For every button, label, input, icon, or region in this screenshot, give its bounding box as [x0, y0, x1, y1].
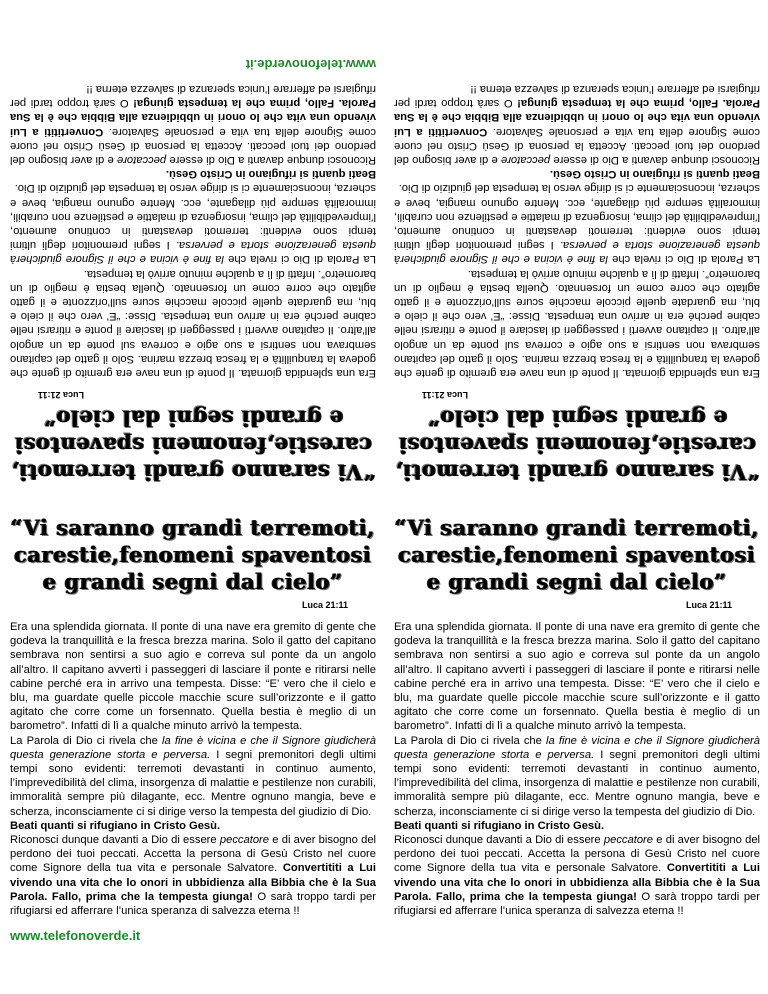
- verse-reference: Luca 21:11: [301, 600, 348, 610]
- blessed-line: Beati quanti si rifugiano in Cristo Gesù.: [394, 819, 605, 832]
- body-text: [10, 620, 376, 918]
- body-text: [394, 82, 760, 380]
- headline: [394, 405, 760, 486]
- verse-reference: Luca 21:11: [422, 390, 469, 400]
- headline: [10, 405, 376, 486]
- headline-line-3: e grandi segni dal cielo”: [427, 406, 727, 431]
- appeal-bold: Convertititi a Lui vivendo una vita che lo onori in ubbidienza alla Bibbia che è la Sua Parola. Fallo, prima che la tempesta giunga!: [10, 862, 376, 903]
- word-paragraph: La Parola di Dio ci rivela che la fine è vicina e che il Signore giudicherà questa generazione storta e perversa. I segni premonitori degli ultimi tempi sono evidenti: terremoti devastanti in continuo aumento, l’imprevedibilità del clima, insorgenza di malattie e pestilenze non curabili, immoralità sempre più dilagante, ecc. Mentre ognuno mangia, beve e scherza, inconsciamente ci si dirige verso la tempesta del giudizio di Dio.: [394, 182, 760, 266]
- card-bottom-right: [390, 504, 764, 994]
- appeal-bold: Convertititi a Lui vivendo una vita che lo onori in ubbidienza alla Bibbia che è la Sua Parola. Fallo, prima che la tempesta giunga!: [10, 97, 376, 138]
- appeal-paragraph: Riconosci dunque davanti a Dio di essere peccatore e di aver bisogno del perdono dei tuoi peccati. Accetta la persona di Gesù Cristo nel cuore come Signore della tua vita e personale Salvatore. Convertititi a Lui vivendo una vita che lo onori in ubbidienza alla Bibbia che è la Sua Parola. Fallo, prima che la tempesta giunga! O sarà troppo tardi per rifugiarsi ed afferrare l’unica speranza di salvezza eterna !!: [10, 834, 377, 918]
- headline-line-3: e grandi segni dal cielo”: [43, 406, 343, 431]
- headline-line-3: e grandi segni dal cielo”: [43, 569, 343, 594]
- story-paragraph: Era una splendida giornata. Il ponte di una nave era gremito di gente che godeva la tranquillità e la fresca brezza marina. Solo il gatto del capitano sembrava non sentirsi a suo agio e correva sul ponte da un angolo all’altro. Il capitano avvertì i passeggeri di lasciare il ponte e ritirarsi nelle cabine perché era in arrivo una tempesta. Disse: “E’ vero che il cielo e blu, ma guardate quelle piccole macchie scure sull’orizzonte e il gatto agitato che corre come un forsennato. Quella bestia è meglio di un barometro”. Infatti di lì a qualche minuto arrivò la tempesta.: [394, 621, 760, 733]
- story-paragraph: Era una splendida giornata. Il ponte di una nave era gremito di gente che godeva la tranquillità e la fresca brezza marina. Solo il gatto del capitano sembrava non sentirsi a suo agio e correva sul ponte da un angolo all’altro. Il capitano avvertì i passeggeri di lasciare il ponte e ritirarsi nelle cabine perché era in arrivo una tempesta. Disse: “E’ vero che il cielo e blu, ma guardate quelle piccole macchie scure sull’orizzonte e il gatto agitato che corre come un forsennato. Quella bestia è meglio di un barometro”. Infatti di lì a qualche minuto arrivò la tempesta.: [10, 267, 376, 379]
- headline: [394, 514, 760, 595]
- headline-line-2: carestie,fenomeni spaventosi: [14, 433, 372, 458]
- appeal-word: peccatore: [603, 834, 654, 847]
- blessed-line: Beati quanti si rifugiano in Cristo Gesù.: [549, 168, 760, 181]
- word-quote: la fine è vicina e che il Signore giudicherà questa generazione storta e perversa.: [394, 239, 760, 266]
- headline-line-1: “Vi saranno grandi terremoti,: [394, 515, 760, 540]
- card-bottom-left: [6, 504, 380, 994]
- word-quote: la fine è vicina e che il Signore giudicherà questa generazione storta e perversa.: [10, 734, 376, 761]
- card-top-left: [6, 6, 380, 496]
- word-paragraph: La Parola di Dio ci rivela che la fine è vicina e che il Signore giudicherà questa generazione storta e perversa. I segni premonitori degli ultimi tempi sono evidenti: terremoti devastanti in continuo aumento, l’imprevedibilità del clima, insorgenza di malattie e pestilenze non curabili, immoralità sempre più dilagante, ecc. Mentre ognuno mangia, beve e scherza, inconsciamente ci si dirige verso la tempesta del giudizio di Dio.: [394, 734, 760, 818]
- headline-line-1: “Vi saranno grandi terremoti,: [10, 515, 376, 540]
- blessed-line: Beati quanti si rifugiano in Cristo Gesù.: [10, 819, 221, 832]
- headline-line-2: carestie,fenomeni spaventosi: [398, 433, 756, 458]
- story-paragraph: Era una splendida giornata. Il ponte di una nave era gremito di gente che godeva la tranquillità e la fresca brezza marina. Solo il gatto del capitano sembrava non sentirsi a suo agio e correva sul ponte da un angolo all’altro. Il capitano avvertì i passeggeri di lasciare il ponte e ritirarsi nelle cabine perché era in arrivo una tempesta. Disse: “E’ vero che il cielo e blu, ma guardate quelle piccole macchie scure sull’orizzonte e il gatto agitato che corre come un forsennato. Quella bestia è meglio di un barometro”. Infatti di lì a qualche minuto arrivò la tempesta.: [10, 621, 376, 733]
- body-text: [10, 82, 376, 380]
- appeal-bold: Convertititi a Lui vivendo una vita che lo onori in ubbidienza alla Bibbia che è la Sua Parola. Fallo, prima che la tempesta giunga!: [394, 862, 760, 903]
- headline-line-2: carestie,fenomeni spaventosi: [14, 542, 372, 567]
- website-link[interactable]: www.telefonoverde.it: [245, 56, 376, 72]
- story-paragraph: Era una splendida giornata. Il ponte di una nave era gremito di gente che godeva la tranquillità e la fresca brezza marina. Solo il gatto del capitano sembrava non sentirsi a suo agio e correva sul ponte da un angolo all’altro. Il capitano avvertì i passeggeri di lasciare il ponte e ritirarsi nelle cabine perché era in arrivo una tempesta. Disse: “E’ vero che il cielo e blu, ma guardate quelle piccole macchie scure sull’orizzonte e il gatto agitato che corre come un forsennato. Quella bestia è meglio di un barometro”. Infatti di lì a qualche minuto arrivò la tempesta.: [394, 267, 760, 379]
- appeal-word: peccatore: [116, 153, 167, 166]
- body-text: [394, 620, 760, 918]
- headline-line-2: carestie,fenomeni spaventosi: [398, 542, 756, 567]
- word-paragraph: La Parola di Dio ci rivela che la fine è vicina e che il Signore giudicherà questa generazione storta e perversa. I segni premonitori degli ultimi tempi sono evidenti: terremoti devastanti in continuo aumento, l’imprevedibilità del clima, insorgenza di malattie e pestilenze non curabili, immoralità sempre più dilagante, ecc. Mentre ognuno mangia, beve e scherza, inconsciamente ci si dirige verso la tempesta del giudizio di Dio.: [10, 182, 376, 266]
- appeal-word: peccatore: [219, 834, 270, 847]
- blessed-line: Beati quanti si rifugiano in Cristo Gesù.: [165, 168, 376, 181]
- appeal-word: peccatore: [500, 153, 551, 166]
- verse-reference: Luca 21:11: [685, 600, 732, 610]
- verse-reference: Luca 21:11: [38, 390, 85, 400]
- website-link[interactable]: www.telefonoverde.it: [10, 928, 141, 944]
- headline-line-3: e grandi segni dal cielo”: [427, 569, 727, 594]
- word-quote: la fine è vicina e che il Signore giudicherà questa generazione storta e perversa.: [10, 239, 376, 266]
- appeal-paragraph: Riconosci dunque davanti a Dio di essere peccatore e di aver bisogno del perdono dei tuoi peccati. Accetta la persona di Gesù Cristo nel cuore come Signore della tua vita e personale Salvatore. Convertititi a Lui vivendo una vita che lo onori in ubbidienza alla Bibbia che è la Sua Parola. Fallo, prima che la tempesta giunga! O sarà troppo tardi per rifugiarsi ed afferrare l’unica speranza di salvezza eterna !!: [394, 834, 761, 918]
- headline: [10, 514, 376, 595]
- headline-line-1: “Vi saranno grandi terremoti,: [10, 460, 376, 485]
- card-top-right: [390, 6, 764, 496]
- appeal-paragraph: Riconosci dunque davanti a Dio di essere peccatore e di aver bisogno del perdono dei tuoi peccati. Accetta la persona di Gesù Cristo nel cuore come Signore della tua vita e personale Salvatore. Convertititi a Lui vivendo una vita che lo onori in ubbidienza alla Bibbia che è la Sua Parola. Fallo, prima che la tempesta giunga! O sarà troppo tardi per rifugiarsi ed afferrare l’unica speranza di salvezza eterna !!: [9, 82, 376, 166]
- headline-line-1: “Vi saranno grandi terremoti,: [394, 460, 760, 485]
- word-quote: la fine è vicina e che il Signore giudicherà questa generazione storta e perversa.: [394, 734, 760, 761]
- appeal-bold: Convertititi a Lui vivendo una vita che lo onori in ubbidienza alla Bibbia che è la Sua Parola. Fallo, prima che la tempesta giunga!: [394, 97, 760, 138]
- appeal-paragraph: Riconosci dunque davanti a Dio di essere peccatore e di aver bisogno del perdono dei tuoi peccati. Accetta la persona di Gesù Cristo nel cuore come Signore della tua vita e personale Salvatore. Convertititi a Lui vivendo una vita che lo onori in ubbidienza alla Bibbia che è la Sua Parola. Fallo, prima che la tempesta giunga! O sarà troppo tardi per rifugiarsi ed afferrare l’unica speranza di salvezza eterna !!: [393, 82, 760, 166]
- word-paragraph: La Parola di Dio ci rivela che la fine è vicina e che il Signore giudicherà questa generazione storta e perversa. I segni premonitori degli ultimi tempi sono evidenti: terremoti devastanti in continuo aumento, l’imprevedibilità del clima, insorgenza di malattie e pestilenze non curabili, immoralità sempre più dilagante, ecc. Mentre ognuno mangia, beve e scherza, inconsciamente ci si dirige verso la tempesta del giudizio di Dio.: [10, 734, 376, 818]
